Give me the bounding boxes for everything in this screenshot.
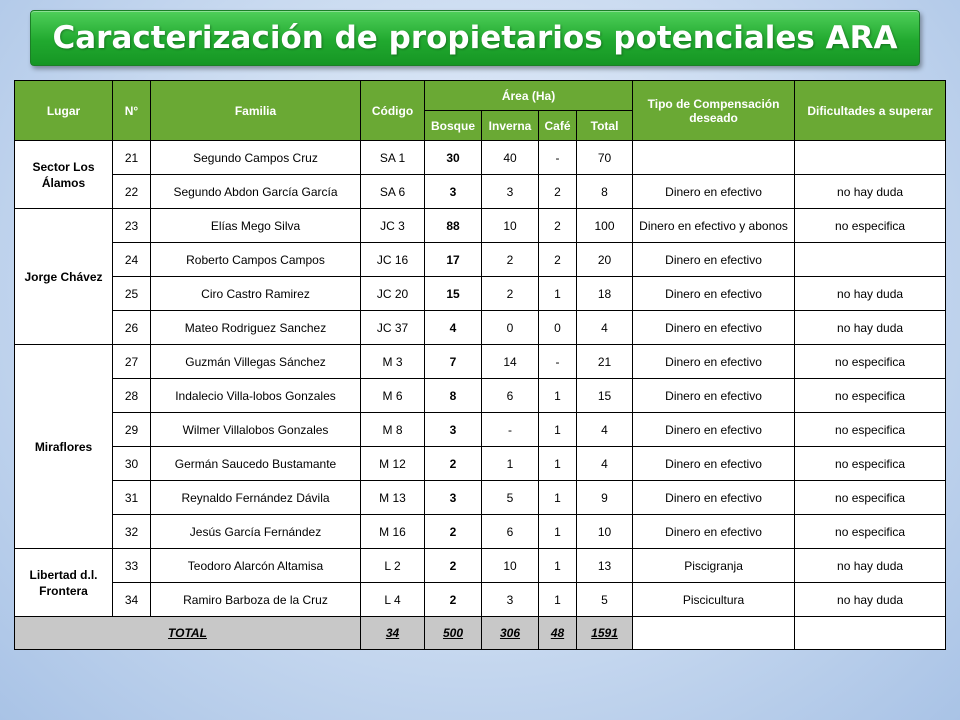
cell-total: 18 (577, 277, 633, 311)
header-codigo: Código (361, 81, 425, 141)
totals-inverna: 306 (482, 617, 539, 650)
cell-familia: Roberto Campos Campos (151, 243, 361, 277)
cell-compensacion: Dinero en efectivo (633, 515, 795, 549)
table-row (15, 311, 946, 345)
cell-dificultades: no hay duda (795, 277, 946, 311)
cell-total: 10 (577, 515, 633, 549)
cell-inverna: 3 (482, 583, 539, 617)
totals-codigo: 34 (361, 617, 425, 650)
cell-familia: Indalecio Villa-lobos Gonzales (151, 379, 361, 413)
cell-compensacion: Dinero en efectivo (633, 175, 795, 209)
cell-compensacion: Dinero en efectivo (633, 481, 795, 515)
table-row (15, 413, 946, 447)
cell-cafe: 2 (539, 209, 577, 243)
cell-familia: Ramiro Barboza de la Cruz (151, 583, 361, 617)
cell-codigo: M 3 (361, 345, 425, 379)
cell-compensacion: Piscigranja (633, 549, 795, 583)
header-dificultades: Dificultades a superar (795, 81, 946, 141)
table-row (15, 481, 946, 515)
cell-compensacion: Dinero en efectivo (633, 413, 795, 447)
totals-compensacion-empty (633, 617, 795, 650)
cell-codigo: SA 1 (361, 141, 425, 175)
cell-codigo: M 6 (361, 379, 425, 413)
cell-cafe: 1 (539, 549, 577, 583)
cell-lugar: Jorge Chávez (15, 209, 113, 345)
cell-inverna: 40 (482, 141, 539, 175)
cell-codigo: M 16 (361, 515, 425, 549)
cell-cafe: 2 (539, 175, 577, 209)
cell-bosque: 7 (425, 345, 482, 379)
cell-inverna: 14 (482, 345, 539, 379)
cell-numero: 23 (113, 209, 151, 243)
cell-numero: 29 (113, 413, 151, 447)
cell-total: 5 (577, 583, 633, 617)
cell-cafe: 1 (539, 413, 577, 447)
header-lugar: Lugar (15, 81, 113, 141)
cell-compensacion: Piscicultura (633, 583, 795, 617)
cell-bosque: 88 (425, 209, 482, 243)
cell-dificultades (795, 243, 946, 277)
cell-inverna: 1 (482, 447, 539, 481)
cell-total: 8 (577, 175, 633, 209)
cell-familia: Jesús García Fernández (151, 515, 361, 549)
cell-inverna: 6 (482, 379, 539, 413)
cell-cafe: - (539, 345, 577, 379)
cell-inverna: 6 (482, 515, 539, 549)
cell-compensacion: Dinero en efectivo (633, 379, 795, 413)
cell-dificultades: no especifica (795, 515, 946, 549)
cell-lugar: Sector Los Álamos (15, 141, 113, 209)
cell-cafe: 2 (539, 243, 577, 277)
table-row (15, 175, 946, 209)
cell-familia: Guzmán Villegas Sánchez (151, 345, 361, 379)
table-row (15, 515, 946, 549)
cell-inverna: 2 (482, 243, 539, 277)
cell-familia: Ciro Castro Ramirez (151, 277, 361, 311)
cell-familia: Segundo Campos Cruz (151, 141, 361, 175)
cell-bosque: 3 (425, 175, 482, 209)
cell-codigo: SA 6 (361, 175, 425, 209)
cell-bosque: 30 (425, 141, 482, 175)
cell-bosque: 4 (425, 311, 482, 345)
cell-cafe: - (539, 141, 577, 175)
cell-compensacion: Dinero en efectivo y abonos (633, 209, 795, 243)
cell-bosque: 17 (425, 243, 482, 277)
cell-bosque: 15 (425, 277, 482, 311)
totals-dificultades-empty (795, 617, 946, 650)
cell-dificultades: no especifica (795, 345, 946, 379)
cell-cafe: 1 (539, 379, 577, 413)
cell-cafe: 1 (539, 583, 577, 617)
cell-total: 70 (577, 141, 633, 175)
table-row (15, 277, 946, 311)
page-title: Caracterización de propietarios potenciales ARA (30, 10, 920, 66)
cell-bosque: 8 (425, 379, 482, 413)
cell-cafe: 0 (539, 311, 577, 345)
table-row (15, 379, 946, 413)
header-bosque: Bosque (425, 111, 482, 141)
totals-cafe: 48 (539, 617, 577, 650)
cell-dificultades: no hay duda (795, 583, 946, 617)
cell-compensacion: Dinero en efectivo (633, 243, 795, 277)
header-cafe: Café (539, 111, 577, 141)
cell-codigo: JC 20 (361, 277, 425, 311)
cell-dificultades: no hay duda (795, 311, 946, 345)
header-total: Total (577, 111, 633, 141)
cell-bosque: 2 (425, 515, 482, 549)
cell-codigo: L 2 (361, 549, 425, 583)
cell-cafe: 1 (539, 515, 577, 549)
cell-inverna: 3 (482, 175, 539, 209)
cell-inverna: 5 (482, 481, 539, 515)
cell-total: 20 (577, 243, 633, 277)
cell-inverna: - (482, 413, 539, 447)
totals-total: 1591 (577, 617, 633, 650)
cell-numero: 21 (113, 141, 151, 175)
cell-numero: 32 (113, 515, 151, 549)
cell-dificultades: no especifica (795, 209, 946, 243)
cell-total: 100 (577, 209, 633, 243)
table-row (15, 209, 946, 243)
header-area: Área (Ha) (425, 81, 633, 111)
cell-familia: Mateo Rodriguez Sanchez (151, 311, 361, 345)
cell-inverna: 2 (482, 277, 539, 311)
cell-bosque: 2 (425, 583, 482, 617)
header-inverna: Inverna (482, 111, 539, 141)
cell-dificultades: no especifica (795, 481, 946, 515)
cell-numero: 26 (113, 311, 151, 345)
cell-cafe: 1 (539, 277, 577, 311)
cell-codigo: L 4 (361, 583, 425, 617)
table-row (15, 583, 946, 617)
cell-familia: Segundo Abdon García García (151, 175, 361, 209)
cell-dificultades: no especifica (795, 447, 946, 481)
cell-compensacion: Dinero en efectivo (633, 447, 795, 481)
cell-familia: Germán Saucedo Bustamante (151, 447, 361, 481)
cell-numero: 28 (113, 379, 151, 413)
cell-numero: 30 (113, 447, 151, 481)
cell-inverna: 0 (482, 311, 539, 345)
cell-compensacion: Dinero en efectivo (633, 311, 795, 345)
cell-dificultades: no especifica (795, 379, 946, 413)
cell-dificultades: no especifica (795, 413, 946, 447)
cell-numero: 24 (113, 243, 151, 277)
cell-numero: 27 (113, 345, 151, 379)
cell-codigo: M 13 (361, 481, 425, 515)
cell-numero: 34 (113, 583, 151, 617)
totals-label: TOTAL (15, 617, 361, 650)
table-row (15, 345, 946, 379)
cell-cafe: 1 (539, 481, 577, 515)
cell-dificultades: no hay duda (795, 549, 946, 583)
cell-codigo: JC 16 (361, 243, 425, 277)
header-numero: N° (113, 81, 151, 141)
cell-cafe: 1 (539, 447, 577, 481)
cell-total: 4 (577, 447, 633, 481)
cell-total: 13 (577, 549, 633, 583)
cell-codigo: JC 3 (361, 209, 425, 243)
cell-inverna: 10 (482, 549, 539, 583)
cell-total: 4 (577, 311, 633, 345)
table-row (15, 447, 946, 481)
table-row (15, 243, 946, 277)
cell-codigo: JC 37 (361, 311, 425, 345)
cell-compensacion (633, 141, 795, 175)
header-compensacion: Tipo de Compensación deseado (633, 81, 795, 141)
cell-inverna: 10 (482, 209, 539, 243)
cell-bosque: 3 (425, 413, 482, 447)
cell-familia: Wilmer Villalobos Gonzales (151, 413, 361, 447)
table-row (15, 141, 946, 175)
table-row (15, 549, 946, 583)
cell-bosque: 3 (425, 481, 482, 515)
header-familia: Familia (151, 81, 361, 141)
cell-familia: Teodoro Alarcón Altamisa (151, 549, 361, 583)
cell-lugar: Libertad d.l. Frontera (15, 549, 113, 617)
cell-bosque: 2 (425, 549, 482, 583)
owners-table (14, 80, 946, 650)
cell-compensacion: Dinero en efectivo (633, 345, 795, 379)
cell-total: 15 (577, 379, 633, 413)
cell-total: 4 (577, 413, 633, 447)
cell-numero: 31 (113, 481, 151, 515)
cell-codigo: M 12 (361, 447, 425, 481)
cell-numero: 33 (113, 549, 151, 583)
table-body (15, 141, 946, 650)
cell-compensacion: Dinero en efectivo (633, 277, 795, 311)
cell-total: 21 (577, 345, 633, 379)
cell-familia: Reynaldo Fernández Dávila (151, 481, 361, 515)
totals-bosque: 500 (425, 617, 482, 650)
cell-familia: Elías Mego Silva (151, 209, 361, 243)
cell-dificultades (795, 141, 946, 175)
cell-numero: 22 (113, 175, 151, 209)
cell-lugar: Miraflores (15, 345, 113, 549)
cell-bosque: 2 (425, 447, 482, 481)
cell-total: 9 (577, 481, 633, 515)
cell-numero: 25 (113, 277, 151, 311)
cell-dificultades: no hay duda (795, 175, 946, 209)
cell-codigo: M 8 (361, 413, 425, 447)
totals-row (15, 617, 946, 650)
